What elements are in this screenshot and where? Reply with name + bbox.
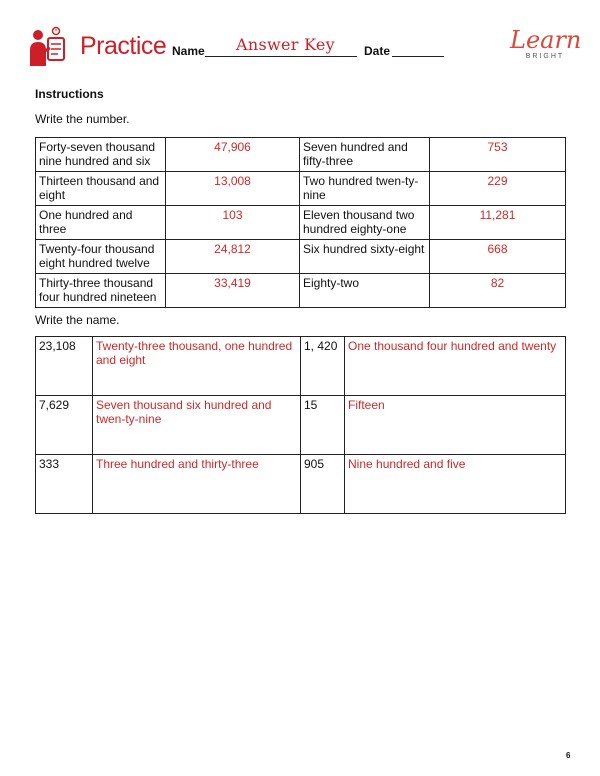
answer-words-cell: Nine hundred and five: [345, 455, 566, 514]
answer-words-cell: Three hundred and thirty-three: [93, 455, 301, 514]
answer-words-cell: Seven thousand six hundred and twen-ty-nine: [93, 396, 301, 455]
answer-number-cell: 82: [430, 274, 566, 308]
number-words-cell: Eleven thousand two hundred eighty-one: [300, 206, 430, 240]
logo-subtitle: BRIGHT: [525, 53, 565, 60]
practice-person-icon: [30, 26, 74, 68]
answer-number-cell: 229: [430, 172, 566, 206]
answer-words-cell: Fifteen: [345, 396, 566, 455]
table-row: [36, 138, 566, 172]
number-words-cell: Thirty-three thousand four hundred nineteen: [36, 274, 166, 308]
answer-words-cell: Twenty-three thousand, one hundred and eight: [93, 337, 301, 396]
answer-number-cell: 668: [430, 240, 566, 274]
page-number: 6: [566, 751, 571, 760]
table-row: [36, 396, 566, 455]
date-label: Date: [364, 44, 391, 58]
answer-number-cell: 13,008: [166, 172, 300, 206]
number-words-cell: Eighty-two: [300, 274, 430, 308]
table-row: [36, 240, 566, 274]
number-cell: 905: [301, 455, 345, 514]
number-words-cell: Forty-seven thousand nine hundred and six: [36, 138, 166, 172]
answer-number-cell: 103: [166, 206, 300, 240]
write-the-name-table: [35, 336, 566, 514]
page-header: [30, 24, 580, 72]
number-cell: 333: [36, 455, 93, 514]
write-the-number-table: [35, 137, 566, 308]
table-row: [36, 337, 566, 396]
table-row: [36, 206, 566, 240]
number-cell: 15: [301, 396, 345, 455]
number-cell: 7,629: [36, 396, 93, 455]
table-row: [36, 274, 566, 308]
number-words-cell: Seven hundred and fifty-three: [300, 138, 430, 172]
learn-bright-logo: [510, 26, 580, 66]
table-row: [36, 455, 566, 514]
name-field-line: [205, 56, 357, 57]
logo-word: Learn: [510, 26, 582, 54]
practice-title: Practice: [80, 32, 167, 60]
name-value: Answer Key: [236, 35, 335, 54]
section2-label: Write the name.: [35, 313, 120, 327]
number-words-cell: Two hundred twen-ty-nine: [300, 172, 430, 206]
number-cell: 23,108: [36, 337, 93, 396]
section1-label: Write the number.: [35, 112, 130, 126]
table-row: [36, 172, 566, 206]
number-words-cell: Twenty-four thousand eight hundred twelve: [36, 240, 166, 274]
number-cell: 1, 420: [301, 337, 345, 396]
answer-number-cell: 11,281: [430, 206, 566, 240]
number-words-cell: One hundred and three: [36, 206, 166, 240]
answer-number-cell: 47,906: [166, 138, 300, 172]
answer-number-cell: 24,812: [166, 240, 300, 274]
date-field-line: [392, 56, 444, 57]
answer-number-cell: 33,419: [166, 274, 300, 308]
answer-words-cell: One thousand four hundred and twenty: [345, 337, 566, 396]
answer-number-cell: 753: [430, 138, 566, 172]
number-words-cell: Six hundred sixty-eight: [300, 240, 430, 274]
name-label: Name: [172, 44, 205, 58]
number-words-cell: Thirteen thousand and eight: [36, 172, 166, 206]
instructions-heading: Instructions: [35, 87, 104, 101]
